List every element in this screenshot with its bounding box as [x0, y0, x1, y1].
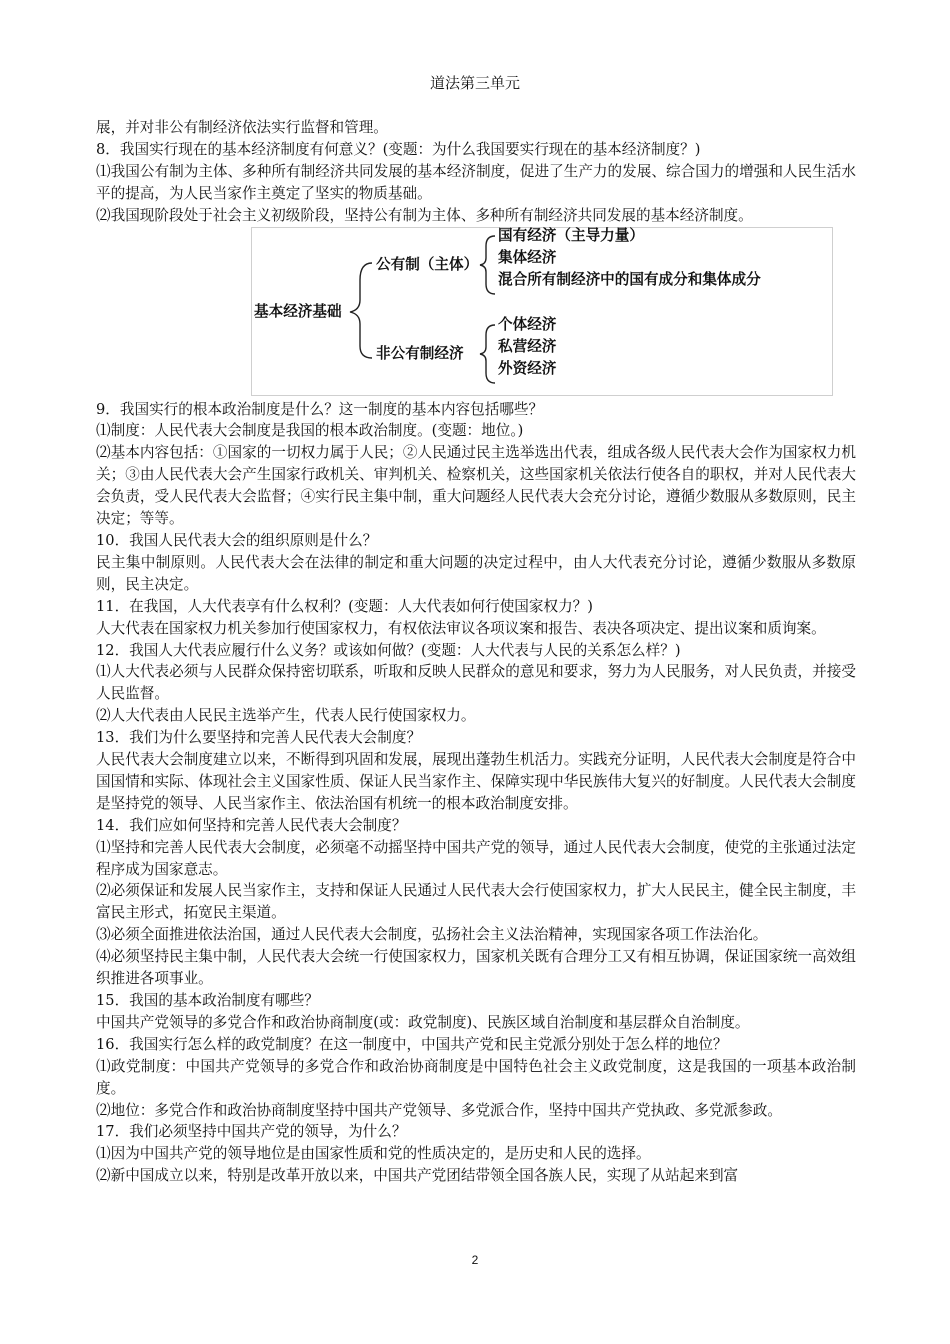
paragraph: 展，并对非公有制经济依法实行监督和管理。 [96, 119, 388, 136]
public-brace [480, 236, 495, 294]
question-heading: 12．我国人大代表应履行什么义务？或该如何做？(变题：人大代表与人民的关系怎么样？) [96, 641, 681, 659]
paragraph: ⑴坚持和完善人民代表大会制度，必须毫不动摇坚持中国共产党的领导，通过人民代表大会制度，使党的主张通过法定程序成为国家意志。 [96, 838, 856, 878]
page-number: 2 [471, 1253, 479, 1267]
paragraph: 人大代表在国家权力机关参加行使国家权力，有权依法审议各项议案和报告、表决各项决定、提出议案和质询案。 [96, 619, 826, 637]
nonpublic-item: 私营经济 [498, 337, 557, 355]
public-item: 集体经济 [498, 248, 557, 266]
economic-system-diagram [251, 227, 833, 396]
paragraph: ⑶必须全面推进依法治国，通过人民代表大会制度，弘扬社会主义法治精神，实现国家各项工作法治化。 [96, 926, 768, 944]
question-heading: 11．在我国，人大代表享有什么权利？(变题：人大代表如何行使国家权力？) [96, 597, 593, 615]
paragraph: 人民代表大会制度建立以来，不断得到巩固和发展，展现出蓬勃生机活力。实践充分证明，人民代表大会制度是符合中国国情和实际、体现社会主义国家性质、保证人民当家作主、保障实现中华民族伟大复兴的好制度。人民代表大会制度是坚持党的领导、人民当家作主、依法治国有机统一的根本政治制度安排。 [96, 751, 856, 812]
paragraph: ⑵人大代表由人民民主选举产生，代表人民行使国家权力。 [96, 707, 476, 725]
paragraph: ⑴因为中国共产党的领导地位是由国家性质和党的性质决定的，是历史和人民的选择。 [96, 1145, 651, 1163]
paragraph: 民主集中制原则。人民代表大会在法律的制定和重大问题的决定过程中，由人大代表充分讨论，遵循少数服从多数原则，民主决定。 [96, 553, 856, 593]
question-heading: 16．我国实行怎么样的政党制度？在这一制度中，中国共产党和民主党派分别处于怎么样的地位？ [96, 1035, 728, 1053]
public-item: 国有经济（主导力量） [498, 226, 644, 244]
root-brace [350, 263, 372, 358]
paragraph: ⑷必须坚持民主集中制，人民代表大会统一行使国家权力，国家机关既有合理分工又有相互协调，保证国家统一高效组织推进各项事业。 [96, 948, 856, 988]
paragraph: ⑵我国现阶段处于社会主义初级阶段，坚持公有制为主体、多种所有制经济共同发展的基本经济制度。 [96, 206, 753, 224]
question-heading: 17．我们必须坚持中国共产党的领导，为什么？ [96, 1123, 407, 1141]
question-heading: 13．我们为什么要坚持和完善人民代表大会制度？ [96, 729, 422, 747]
paragraph: ⑵地位：多党合作和政治协商制度坚持中国共产党领导、多党派合作，坚持中国共产党执政、多党派参政。 [96, 1101, 782, 1119]
paragraph: ⑴制度：人民代表大会制度是我国的根本政治制度。(变题：地位。) [96, 422, 524, 440]
question-heading: 10．我国人民代表大会的组织原则是什么？ [96, 531, 378, 549]
question-heading: 15．我国的基本政治制度有哪些？ [96, 992, 319, 1009]
diagram-root-label: 基本经济基础 [254, 302, 342, 320]
question-heading: 8．我国实行现在的基本经济制度有何意义？(变题：为什么我国要实行现在的基本经济制度？) [96, 140, 701, 158]
diagram-wrapper [96, 227, 856, 399]
nonpublic-item: 外资经济 [498, 359, 557, 377]
document-body [96, 117, 856, 1187]
nonpublic-item: 个体经济 [498, 315, 557, 333]
question-heading: 14．我们应如何坚持和完善人民代表大会制度？ [96, 816, 407, 834]
paragraph: ⑵新中国成立以来，特别是改革开放以来，中国共产党团结带领全国各族人民，实现了从站起来到富 [96, 1167, 739, 1185]
nonpublic-brace [480, 325, 495, 383]
question-heading: 9．我国实行的根本政治制度是什么？这一制度的基本内容包括哪些？ [96, 400, 544, 418]
paragraph: ⑴人大代表必须与人民群众保持密切联系，听取和反映人民群众的意见和要求，努力为人民服务，对人民负责，并接受人民监督。 [96, 663, 856, 703]
paragraph: ⑴政党制度：中国共产党领导的多党合作和政治协商制度是中国特色社会主义政党制度，这是我国的一项基本政治制度。 [96, 1057, 856, 1097]
paragraph: ⑵必须保证和发展人民当家作主，支持和保证人民通过人民代表大会行使国家权力，扩大人民民主，健全民主制度，丰富民主形式，拓宽民主渠道。 [96, 882, 856, 922]
paragraph: ⑴我国公有制为主体、多种所有制经济共同发展的基本经济制度，促进了生产力的发展、综合国力的增强和人民生活水平的提高，为人民当家作主奠定了坚实的物质基础。 [96, 162, 856, 202]
nonpublic-ownership-label: 非公有制经济 [376, 344, 464, 362]
page-header: 道法第三单元 [429, 74, 520, 92]
public-item: 混合所有制经济中的国有成分和集体成分 [498, 270, 761, 288]
paragraph: ⑵基本内容包括：①国家的一切权力属于人民；②人民通过民主选举选出代表，组成各级人民代表大会作为国家权力机关；③由人民代表大会产生国家行政机关、审判机关、检察机关，这些国家机关依法行使各自的职权，并对人民代表大会负责，受人民代表大会监督；④实行民主集中制，重大问题经人民代表大会充分讨论，遵循少数服从多数原则，民主决定；等等。 [96, 444, 856, 528]
public-ownership-label: 公有制（主体） [376, 255, 479, 273]
paragraph: 中国共产党领导的多党合作和政治协商制度(或：政党制度)、民族区域自治制度和基层群众自治制度。 [96, 1013, 750, 1031]
